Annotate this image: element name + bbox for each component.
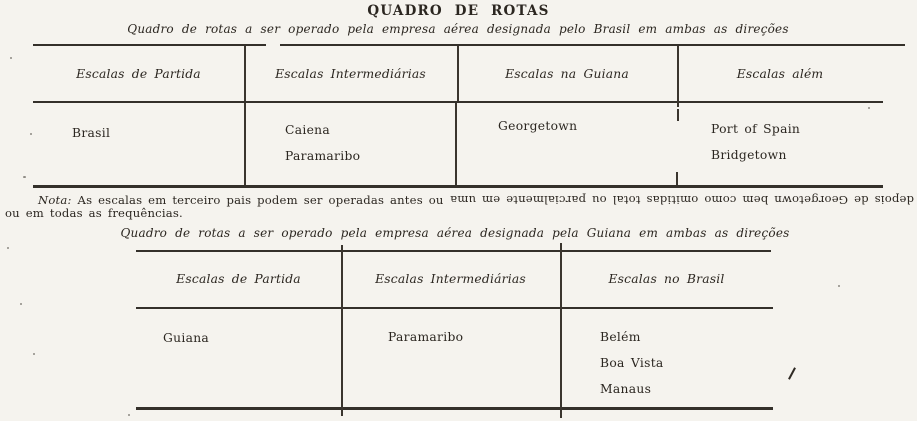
table2-column-divider-2 [560, 243, 562, 418]
scan-speck [20, 303, 22, 305]
table1-cell-port-of-spain: Port of Spain [711, 122, 801, 136]
table2-cell-paramaribo: Paramaribo [388, 330, 464, 344]
table2-caption: Quadro de rotas a ser operado pela empresa aérea designada pela Guiana em ambas as direções [120, 226, 790, 240]
table2-cell-manaus: Manaus [600, 382, 652, 396]
table1-caption: Quadro de rotas a ser operado pela empresa aérea designada pelo Brasil em ambas as direções [127, 22, 789, 36]
table1-top-rule-right [280, 44, 905, 46]
table1-column-divider-3-bottom-tick [676, 172, 678, 185]
table1-column-divider-2-body [455, 103, 457, 185]
nota-line-1 [38, 193, 914, 207]
table2-header-escalas-intermediarias: Escalas Intermediárias [375, 272, 526, 286]
scan-speck [7, 247, 9, 249]
table2-cell-boa-vista: Boa Vista [600, 356, 664, 370]
nota-text-inverted: depois de Georgetown bem como omitidas total ou parcialmente em uma [449, 193, 914, 207]
scan-speck [10, 57, 12, 59]
table2-cell-guiana: Guiana [163, 331, 210, 345]
table1-top-rule-left [33, 44, 266, 46]
table2-column-divider-1 [341, 245, 343, 416]
scan-speck [30, 133, 32, 135]
scan-speck [23, 176, 26, 178]
scan-speck [128, 414, 130, 416]
table1-column-divider-1-body [244, 103, 246, 185]
table2-cell-belem: Belém [600, 330, 641, 344]
table1-header-escalas-intermediarias: Escalas Intermediárias [275, 67, 426, 81]
table2-header-escalas-no-brasil: Escalas no Brasil [608, 272, 725, 286]
scan-speck [838, 285, 840, 287]
scan-speck [33, 353, 35, 355]
table1-cell-brasil: Brasil [72, 126, 111, 140]
table1-cell-georgetown: Georgetown [498, 119, 578, 133]
table1-cell-paramaribo: Paramaribo [285, 149, 361, 163]
nota-line-2: ou em todas as frequências. [5, 206, 183, 220]
table2-header-escalas-de-partida: Escalas de Partida [176, 272, 301, 286]
table2-top-rule [136, 250, 771, 252]
table1-header-escalas-alem: Escalas além [736, 67, 824, 81]
table1-header-escalas-de-partida: Escalas de Partida [76, 67, 201, 81]
table2-bottom-rule [136, 407, 773, 410]
table1-header-rule [33, 101, 883, 103]
table1-header-escalas-na-guiana: Escalas na Guiana [505, 67, 629, 81]
table1-cell-caiena: Caiena [285, 123, 331, 137]
stray-slash-mark [788, 367, 796, 379]
scan-speck [868, 107, 870, 109]
table2-header-rule [136, 307, 773, 309]
table1-column-divider-3-top-tick [677, 109, 679, 121]
nota-text-before: As escalas em terceiro pais podem ser operadas antes ou [77, 193, 444, 207]
table1-cell-bridgetown: Bridgetown [711, 148, 787, 162]
page-title: QUADRO DE ROTAS [367, 3, 550, 19]
nota-label: Nota: [38, 193, 72, 207]
table1-bottom-rule [33, 185, 883, 188]
